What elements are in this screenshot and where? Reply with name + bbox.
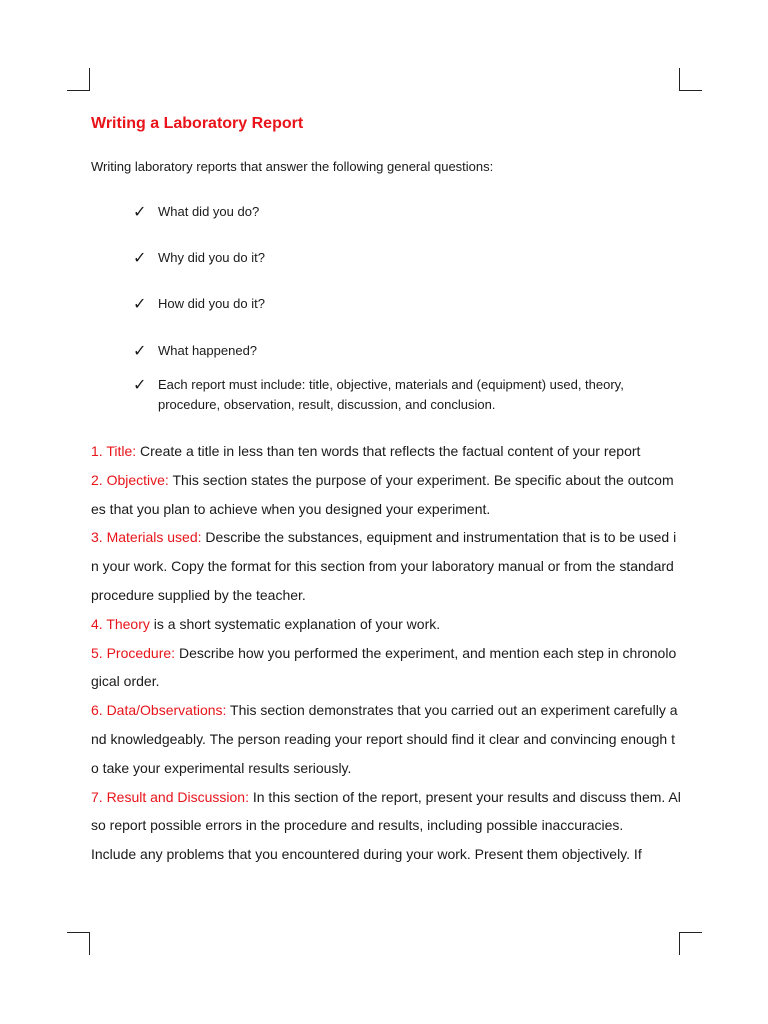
checklist-item-text: How did you do it? bbox=[158, 296, 265, 311]
checklist-item-text: What happened? bbox=[158, 343, 258, 358]
closing-paragraph: Include any problems that you encountered during your work. Present them objectively. If bbox=[91, 846, 642, 863]
check-mark-icon: ✓ bbox=[133, 204, 147, 221]
check-mark-icon: ✓ bbox=[133, 377, 147, 394]
checklist-item bbox=[133, 202, 259, 222]
checklist-item bbox=[133, 294, 265, 314]
section-text: In this section of the report, present your results and discuss them. Also report possible errors in the procedure and results, including possible inaccuracies. bbox=[91, 788, 681, 834]
section-text: Create a title in less than ten words that reflects the factual content of your report bbox=[136, 443, 641, 459]
section-label: 4. Theory bbox=[91, 615, 150, 632]
check-mark-icon: ✓ bbox=[133, 343, 147, 360]
document-title: Writing a Laboratory Report bbox=[91, 115, 304, 132]
checklist-item-text: Each report must include: title, objective, materials and (equipment) used, theory, procedure, observation, result, discussion, and conclusion. bbox=[158, 377, 624, 412]
section-procedure bbox=[91, 639, 681, 697]
section-label: 6. Data/Observations: bbox=[91, 702, 227, 719]
intro-text: Writing laboratory reports that answer the following general questions: bbox=[91, 159, 494, 174]
crop-mark-top-right bbox=[679, 68, 702, 91]
report-sections bbox=[91, 437, 681, 869]
section-title bbox=[91, 437, 681, 466]
section-result-discussion bbox=[91, 783, 681, 841]
checklist-item bbox=[133, 248, 265, 268]
section-objective bbox=[91, 466, 681, 524]
check-mark-icon: ✓ bbox=[133, 296, 147, 313]
section-theory bbox=[91, 610, 681, 639]
section-label: 5. Procedure: bbox=[91, 644, 176, 661]
crop-mark-bottom-left bbox=[67, 932, 90, 955]
section-label: 3. Materials used: bbox=[91, 529, 202, 546]
checklist-item bbox=[133, 341, 257, 361]
section-text: This section demonstrates that you carried out an experiment carefully and knowledgeably. The person reading your report should find it clear and convincing enough to take your experimental results seriously. bbox=[91, 702, 678, 776]
checklist-item bbox=[133, 375, 688, 415]
checklist-item-text: Why did you do it? bbox=[158, 250, 265, 265]
crop-mark-bottom-right bbox=[679, 932, 702, 955]
section-label: 2. Objective: bbox=[91, 471, 169, 488]
section-label: 1. Title: bbox=[91, 443, 137, 459]
checklist-item-text: What did you do? bbox=[158, 204, 260, 219]
crop-mark-top-left bbox=[67, 68, 90, 91]
check-mark-icon: ✓ bbox=[133, 250, 147, 267]
section-text: Describe the substances, equipment and instrumentation that is to be used in your work. Copy the format for this section from your laboratory manual or from the standard procedure supplied by the teacher. bbox=[91, 529, 677, 603]
section-label: 7. Result and Discussion: bbox=[91, 788, 249, 805]
section-text: This section states the purpose of your experiment. Be specific about the outcomes that you plan to achieve when you designed your experiment. bbox=[91, 471, 674, 517]
section-text: Describe how you performed the experiment, and mention each step in chronological order. bbox=[91, 644, 677, 690]
section-materials bbox=[91, 523, 681, 609]
section-data-observations bbox=[91, 696, 681, 782]
section-text: is a short systematic explanation of your work. bbox=[149, 615, 441, 632]
